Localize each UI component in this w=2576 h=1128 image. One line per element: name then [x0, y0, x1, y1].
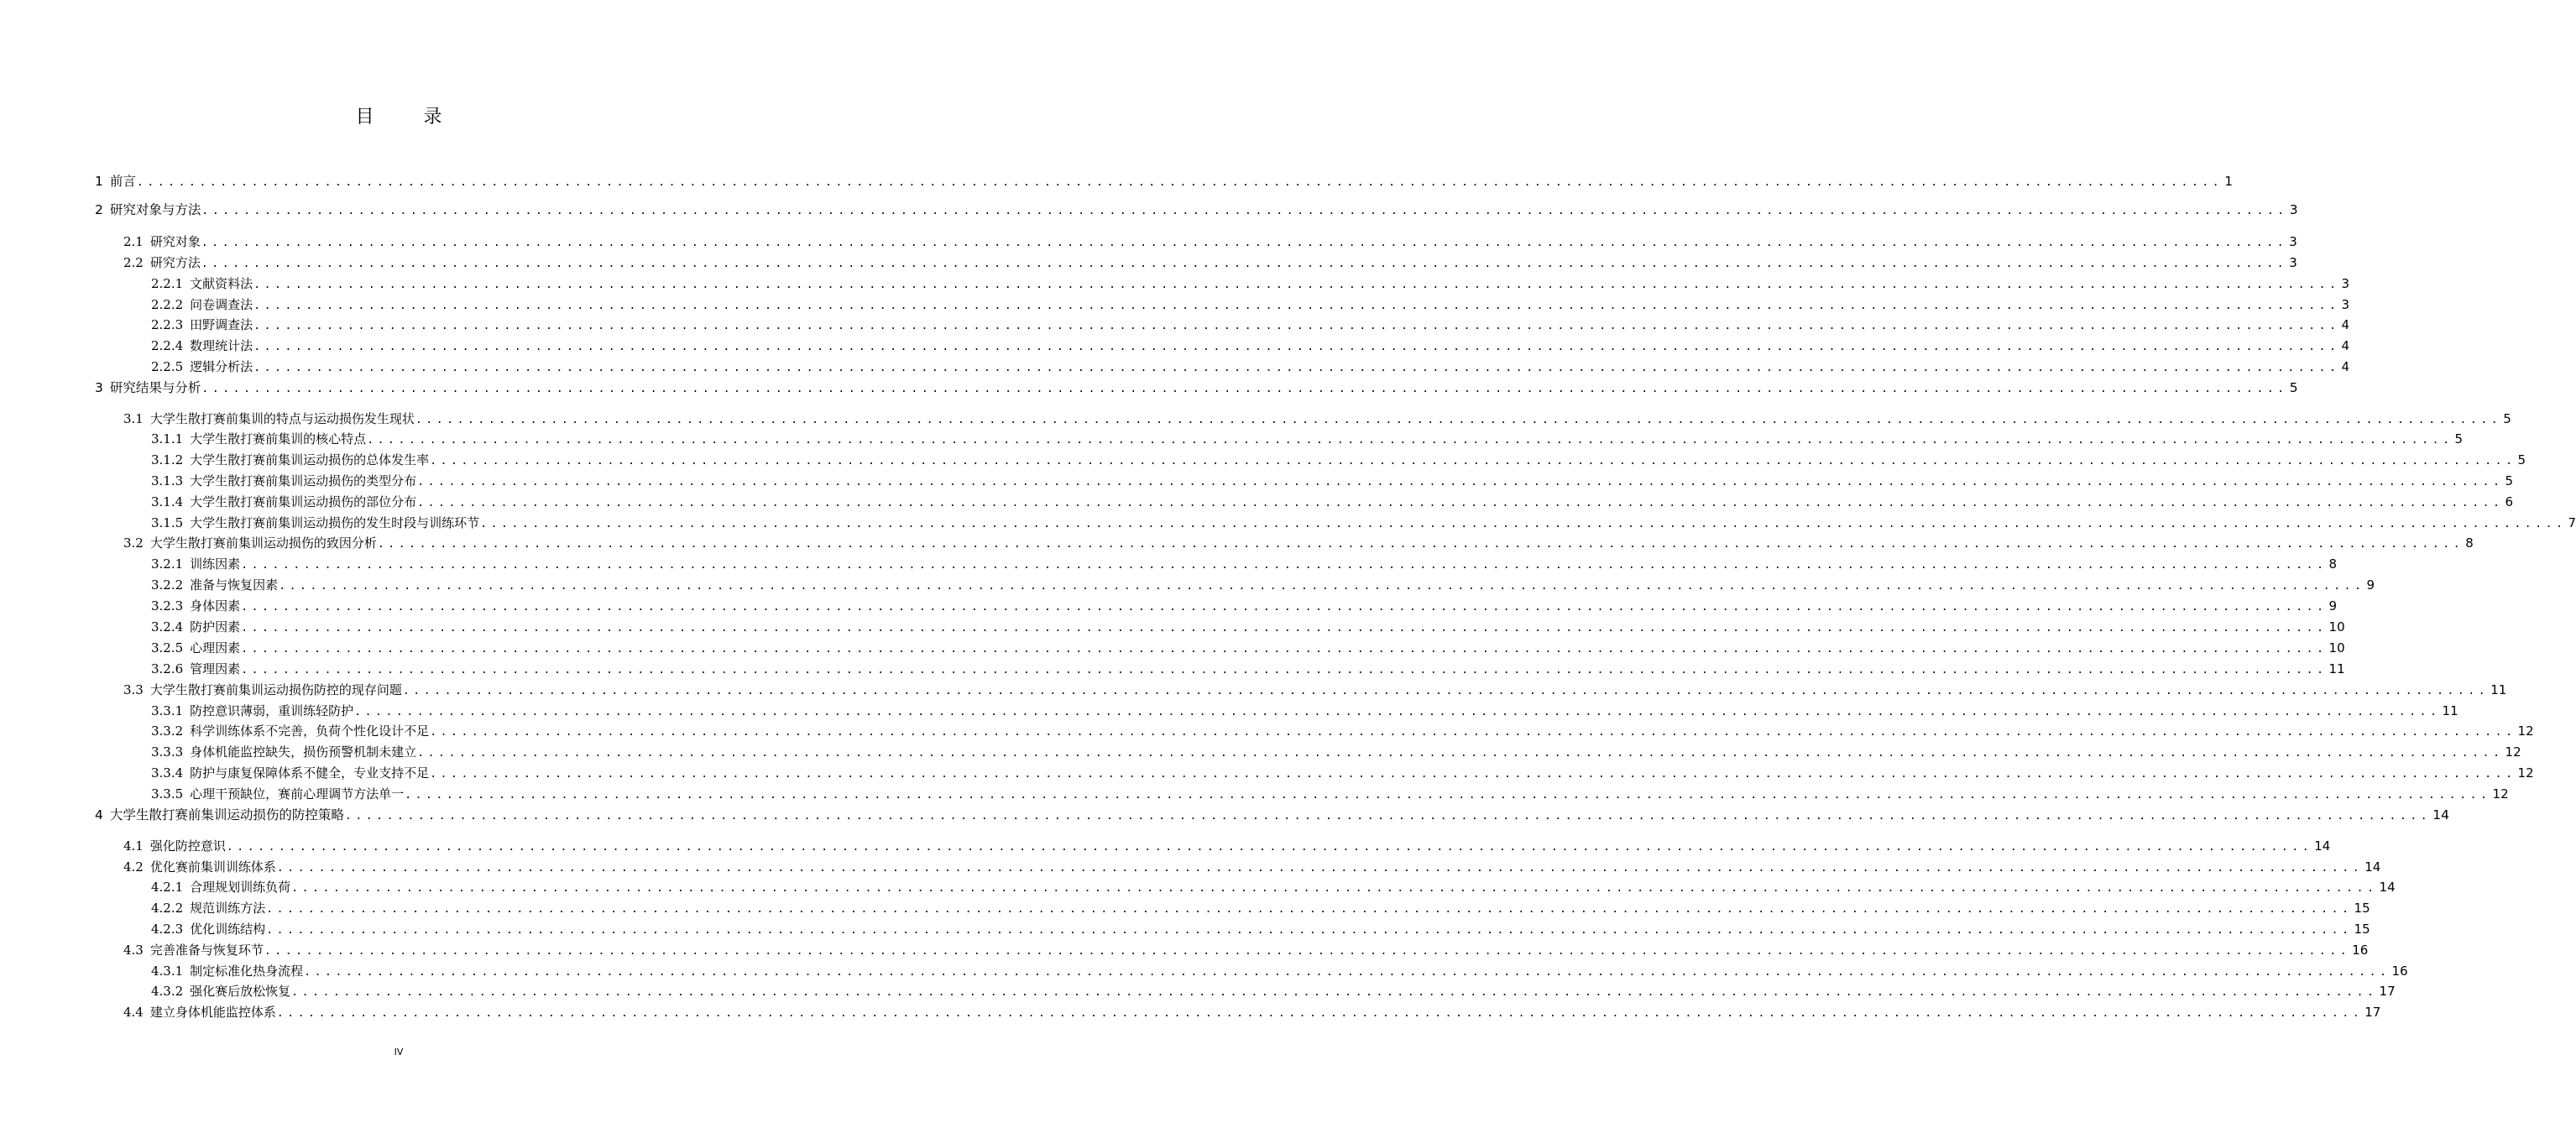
- toc-entry-number: 2.1: [123, 234, 144, 249]
- toc-entry[interactable]: [95, 807, 2449, 823]
- toc-entry[interactable]: [151, 661, 2345, 677]
- toc-entry-number: 4.2: [123, 859, 144, 875]
- toc-entry-number: 2.2.4: [151, 338, 184, 353]
- toc-dot-leader: ........................................................................................................................................................................................................: [377, 538, 2464, 551]
- toc-entry[interactable]: [151, 337, 2350, 354]
- toc-dot-leader: ........................................................................................................................................................................................................: [201, 258, 2288, 270]
- toc-entry[interactable]: [123, 410, 2511, 427]
- toc-entry-title: 防护因素: [190, 619, 241, 634]
- toc-entry-number: 3.1.3: [151, 473, 184, 488]
- toc-entry-page: 10: [2328, 640, 2345, 655]
- toc-dot-leader: ........................................................................................................................................................................................................: [276, 862, 2364, 875]
- toc-entry[interactable]: [151, 431, 2464, 447]
- toc-dot-leader: ........................................................................................................................................................................................................: [367, 434, 2453, 446]
- toc-entry-title: 大学生散打赛前集训运动损伤的防控策略: [109, 807, 344, 822]
- toc-entry-title: 大学生散打赛前集训运动损伤防控的现存问题: [149, 682, 402, 697]
- toc-entry[interactable]: [151, 556, 2338, 572]
- toc-entry-page: 14: [2314, 838, 2331, 854]
- toc-entry-number: 3.1.4: [151, 494, 184, 509]
- toc-dot-leader: ........................................................................................................................................................................................................: [430, 726, 2516, 739]
- toc-entry-page: 11: [2442, 703, 2458, 718]
- toc-entry[interactable]: [95, 379, 2298, 396]
- toc-entry[interactable]: [151, 879, 2396, 896]
- toc-dot-leader: ........................................................................................................................................................................................................: [417, 497, 2504, 509]
- toc-entry-title: 前言: [109, 174, 136, 189]
- toc-entry-page: 1: [2224, 174, 2234, 189]
- toc-entry-title: 大学生散打赛前集训运动损伤的部位分布: [190, 494, 417, 509]
- toc-entry-number: 2: [95, 202, 103, 217]
- toc-entry-page: 12: [2517, 723, 2534, 739]
- toc-entry-title: 大学生散打赛前集训的核心特点: [190, 431, 367, 446]
- toc-entry[interactable]: [151, 900, 2370, 916]
- toc-dot-leader: ........................................................................................................................................................................................................: [253, 362, 2340, 374]
- toc-entry[interactable]: [123, 942, 2369, 958]
- toc-entry-number: 3.1.2: [151, 452, 184, 467]
- toc-entry-title: 准备与恢复因素: [190, 577, 279, 593]
- toc-entry[interactable]: [151, 452, 2526, 468]
- toc-entry-page: 10: [2328, 619, 2345, 634]
- toc-entry[interactable]: [123, 254, 2297, 271]
- toc-entry-page: 16: [2352, 943, 2369, 958]
- toc-entry-title: 建立身体机能监控体系: [149, 1005, 276, 1020]
- toc-entry-number: 4.3.1: [151, 964, 184, 979]
- toc-dot-leader: ........................................................................................................................................................................................................: [241, 643, 2328, 655]
- toc-entry-page: 8: [2328, 556, 2338, 572]
- toc-entry-title: 研究结果与分析: [109, 380, 201, 395]
- toc-dot-leader: ........................................................................................................................................................................................................: [480, 518, 2567, 530]
- toc-entry-number: 3.3.2: [151, 723, 184, 739]
- toc-entry-number: 3.1.5: [151, 515, 184, 530]
- toc-dot-leader: ........................................................................................................................................................................................................: [136, 176, 2223, 189]
- toc-entry-number: 1: [95, 174, 103, 189]
- toc-entry[interactable]: [151, 473, 2514, 489]
- toc-entry[interactable]: [151, 494, 2514, 510]
- toc-entry-number: 3.3: [123, 682, 144, 697]
- toc-entry-number: 3.3.3: [151, 744, 184, 760]
- toc-entry[interactable]: [151, 786, 2509, 802]
- toc-entry-title: 文献资料法: [190, 276, 253, 291]
- toc-entry-title: 大学生散打赛前集训的特点与运动损伤发生现状: [149, 411, 415, 426]
- toc-entry-number: 4: [95, 807, 103, 822]
- toc-entry-page: 4: [2341, 317, 2350, 332]
- toc-entry-page: 9: [2328, 598, 2338, 614]
- toc-entry[interactable]: [151, 577, 2375, 593]
- toc-dot-leader: ........................................................................................................................................................................................................: [304, 966, 2391, 979]
- toc-dot-leader: ........................................................................................................................................................................................................: [253, 341, 2340, 353]
- toc-entry-title: 研究方法: [149, 255, 201, 270]
- toc-dot-leader: ........................................................................................................................................................................................................: [241, 664, 2328, 676]
- toc-entry-number: 3.2.5: [151, 640, 184, 655]
- toc-entry-title: 心理因素: [190, 640, 241, 655]
- toc-entry-title: 身体因素: [190, 598, 241, 614]
- toc-entry-number: 3.2.4: [151, 619, 184, 634]
- toc-dot-leader: ........................................................................................................................................................................................................: [415, 414, 2502, 426]
- toc-entry[interactable]: [151, 765, 2534, 781]
- toc-entry-title: 田野调查法: [190, 317, 253, 332]
- toc-entry-title: 完善准备与恢复环节: [149, 943, 264, 958]
- toc-entry[interactable]: [151, 275, 2350, 292]
- toc-dot-leader: ........................................................................................................................................................................................................: [201, 237, 2288, 249]
- toc-entry-title: 逻辑分析法: [190, 359, 253, 374]
- toc-entry-page: 3: [2341, 297, 2350, 312]
- toc-dot-leader: ........................................................................................................................................................................................................: [253, 300, 2340, 312]
- toc-entry-number: 3.2.3: [151, 598, 184, 614]
- toc-entry[interactable]: [151, 598, 2338, 614]
- toc-entry[interactable]: [123, 859, 2381, 875]
- toc-dot-leader: ........................................................................................................................................................................................................: [241, 559, 2328, 572]
- toc-entry-page: 14: [2432, 807, 2449, 822]
- toc-entry-number: 4.4: [123, 1005, 144, 1020]
- toc-title: 目 录: [355, 107, 464, 128]
- toc-entry-page: 15: [2354, 901, 2370, 916]
- toc-entry-title: 大学生散打赛前集训运动损伤的类型分布: [190, 473, 417, 488]
- toc-entry-number: 4.1: [123, 838, 144, 854]
- toc-entry[interactable]: [151, 514, 2576, 531]
- toc-entry[interactable]: [151, 723, 2534, 739]
- toc-entry[interactable]: [151, 702, 2458, 719]
- toc-entry-number: 3: [95, 380, 103, 395]
- toc-entry[interactable]: [151, 921, 2370, 937]
- toc-entry-number: 3.3.1: [151, 703, 184, 718]
- toc-entry-page: 6: [2505, 494, 2514, 509]
- toc-entry-page: 5: [2503, 411, 2511, 426]
- toc-dot-leader: ........................................................................................................................................................................................................: [344, 810, 2432, 822]
- toc-entry-title: 管理因素: [190, 661, 241, 676]
- toc-entry-title: 大学生散打赛前集训运动损伤的致因分析: [149, 535, 377, 551]
- page-number-footer: IV: [394, 1047, 404, 1058]
- toc-entry-number: 2.2.2: [151, 297, 184, 312]
- toc-entry-number: 2.2: [123, 255, 144, 270]
- toc-entry-title: 规范训练方法: [190, 901, 266, 916]
- toc-dot-leader: ........................................................................................................................................................................................................: [291, 882, 2378, 895]
- toc-entry-title: 防护与康复保障体系不健全，专业支持不足: [190, 765, 430, 781]
- toc-entry-title: 防控意识薄弱，重训练轻防护: [190, 703, 354, 718]
- toc-entry-page: 11: [2328, 661, 2345, 676]
- toc-entry-page: 3: [2289, 202, 2298, 217]
- toc-dot-leader: ........................................................................................................................................................................................................: [279, 580, 2365, 593]
- toc-entry-page: 14: [2364, 859, 2381, 875]
- toc-dot-leader: ........................................................................................................................................................................................................: [405, 789, 2491, 802]
- toc-entry[interactable]: [123, 233, 2297, 250]
- toc-dot-leader: ........................................................................................................................................................................................................: [201, 383, 2288, 395]
- toc-entry-title: 优化赛前集训训练体系: [149, 859, 276, 875]
- toc-entry-number: 2.2.5: [151, 359, 184, 374]
- toc-entry[interactable]: [151, 963, 2408, 979]
- toc-entry-title: 研究对象与方法: [109, 202, 201, 217]
- toc-entry-number: 3.3.4: [151, 765, 184, 781]
- toc-entry-title: 问卷调查法: [190, 297, 253, 312]
- toc-entry-title: 身体机能监控缺失，损伤预警机制未建立: [190, 744, 417, 760]
- toc-entry[interactable]: [123, 1004, 2381, 1021]
- toc-entry-page: 12: [2505, 744, 2521, 760]
- toc-dot-leader: ........................................................................................................................................................................................................: [241, 622, 2328, 634]
- toc-entry-title: 心理干预缺位，赛前心理调节方法单一: [190, 786, 405, 802]
- toc-dot-leader: ........................................................................................................................................................................................................: [253, 279, 2340, 291]
- toc-entry-page: 12: [2492, 786, 2509, 802]
- toc-entry-page: 3: [2341, 276, 2350, 291]
- toc-entry-page: 5: [2454, 431, 2464, 446]
- toc-entry[interactable]: [151, 358, 2350, 375]
- toc-dot-leader: ........................................................................................................................................................................................................: [266, 924, 2353, 937]
- toc-dot-leader: ........................................................................................................................................................................................................: [276, 1007, 2364, 1020]
- toc-entry-page: 5: [2505, 473, 2514, 488]
- toc-entry-number: 4.2.2: [151, 901, 184, 916]
- toc-dot-leader: ........................................................................................................................................................................................................: [266, 903, 2353, 916]
- toc-entry[interactable]: [95, 173, 2234, 190]
- toc-entry[interactable]: [95, 201, 2298, 218]
- toc-entry-number: 3.2.1: [151, 556, 184, 572]
- toc-dot-leader: ........................................................................................................................................................................................................: [402, 685, 2490, 697]
- toc-entry-title: 强化防控意识: [149, 838, 226, 854]
- toc-entry-number: 3.1.1: [151, 431, 184, 446]
- toc-entry-number: 3.3.5: [151, 786, 184, 802]
- toc-entry-title: 大学生散打赛前集训运动损伤的发生时段与训练环节: [190, 515, 480, 530]
- toc-entry-page: 3: [2289, 234, 2297, 249]
- toc-entry-title: 合理规划训练负荷: [190, 880, 291, 895]
- toc-entry-page: 16: [2391, 964, 2408, 979]
- toc-entry-page: 14: [2379, 880, 2396, 895]
- toc-entry-page: 11: [2490, 682, 2507, 697]
- toc-entry-page: 17: [2379, 984, 2396, 999]
- toc-entry-page: 12: [2517, 765, 2534, 781]
- toc-dot-leader: ........................................................................................................................................................................................................: [430, 455, 2516, 467]
- toc-dot-leader: ........................................................................................................................................................................................................: [430, 768, 2516, 781]
- toc-entry-page: 3: [2289, 255, 2297, 270]
- toc-dot-leader: ........................................................................................................................................................................................................: [253, 320, 2340, 332]
- toc-entry-page: 9: [2366, 577, 2375, 593]
- toc-dot-leader: ........................................................................................................................................................................................................: [354, 706, 2441, 718]
- toc-dot-leader: ........................................................................................................................................................................................................: [417, 476, 2504, 488]
- toc-entry[interactable]: [151, 640, 2345, 656]
- toc-entry[interactable]: [123, 682, 2507, 698]
- toc-entry-number: 2.2.1: [151, 276, 184, 291]
- toc-entry-title: 训练因素: [190, 556, 241, 572]
- toc-dot-leader: ........................................................................................................................................................................................................: [417, 747, 2504, 760]
- toc-entry-title: 优化训练结构: [190, 922, 266, 937]
- toc-entry-page: 5: [2289, 380, 2298, 395]
- toc-entry-number: 4.3: [123, 943, 144, 958]
- toc-dot-leader: ........................................................................................................................................................................................................: [226, 841, 2313, 854]
- toc-entry-number: 4.2.3: [151, 922, 184, 937]
- toc-entry-title: 制定标准化热身流程: [190, 964, 304, 979]
- toc-entry[interactable]: [151, 744, 2521, 760]
- toc-entry-page: 5: [2517, 452, 2526, 467]
- toc-entry-number: 2.2.3: [151, 317, 184, 332]
- toc-entry-page: 15: [2354, 922, 2370, 937]
- toc-dot-leader: ........................................................................................................................................................................................................: [241, 601, 2328, 614]
- toc-entry[interactable]: [151, 983, 2396, 1000]
- toc-dot-leader: ........................................................................................................................................................................................................: [201, 205, 2288, 217]
- toc-entry-number: 4.3.2: [151, 984, 184, 999]
- toc-entry[interactable]: [123, 535, 2474, 551]
- toc-entry-page: 17: [2364, 1005, 2381, 1020]
- toc-entry-page: 7: [2568, 515, 2576, 530]
- toc-dot-leader: ........................................................................................................................................................................................................: [291, 986, 2378, 999]
- toc-entry-page: 4: [2341, 338, 2350, 353]
- toc-dot-leader: ........................................................................................................................................................................................................: [264, 945, 2351, 958]
- toc-entry-title: 科学训练体系不完善，负荷个性化设计不足: [190, 723, 430, 739]
- toc-entry-page: 8: [2465, 535, 2474, 551]
- toc-entry-number: 3.2: [123, 535, 144, 551]
- toc-entry[interactable]: [123, 838, 2331, 854]
- toc-entry-title: 强化赛后放松恢复: [190, 984, 291, 999]
- toc-entry-title: 研究对象: [149, 234, 201, 249]
- toc-entry[interactable]: [151, 316, 2350, 333]
- toc-entry-number: 4.2.1: [151, 880, 184, 895]
- toc-entry-title: 数理统计法: [190, 338, 253, 353]
- toc-entry-number: 3.1: [123, 411, 144, 426]
- toc-entry[interactable]: [151, 619, 2345, 635]
- toc-entry[interactable]: [151, 296, 2350, 313]
- toc-entry-title: 大学生散打赛前集训运动损伤的总体发生率: [190, 452, 430, 467]
- toc-entry-number: 3.2.6: [151, 661, 184, 676]
- toc-entry-number: 3.2.2: [151, 577, 184, 593]
- toc-entry-page: 4: [2341, 359, 2350, 374]
